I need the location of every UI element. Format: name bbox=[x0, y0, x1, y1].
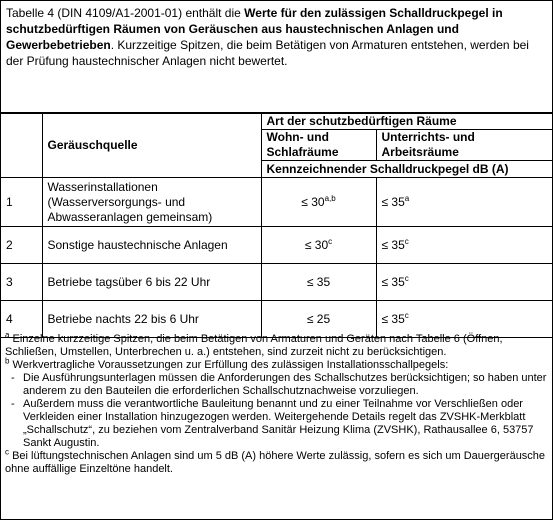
row-wohn: ≤ $30^c$ bbox=[261, 227, 376, 264]
intro-text bbox=[6, 5, 547, 69]
row-wohn: ≤ 35 bbox=[261, 264, 376, 301]
row-nr: 2 bbox=[1, 227, 42, 264]
intro-part1: Tabelle 4 (DIN 4109/A1-2001-01) enthält die bbox=[6, 6, 245, 20]
row-source: Betriebe tagsüber 6 bis 22 Uhr bbox=[42, 264, 261, 301]
footnote-b-bullet: - Außerdem muss die verantwortliche Bauleitung benannt und zu einer Teilnahme vor Verschließen oder Verkleiden einer Installation hinzugezogen werden. Weitergehende Details regelt das ZVSHK-Merkblatt „Schallschutz“, zu beziehen vom Zentralverband Sanitär Heizung Klima (ZVSHK), Rathausallee 6, 53757 Sankt Augustin. bbox=[11, 398, 534, 449]
header-nr-cell bbox=[1, 114, 42, 178]
noise-limits-table bbox=[1, 113, 552, 338]
header-source: Geräuschquelle bbox=[42, 114, 261, 178]
table-header-row bbox=[1, 114, 552, 130]
table-row bbox=[1, 227, 552, 264]
row-unterricht: ≤ $35^c$ bbox=[376, 227, 552, 264]
header-wohn: Wohn- und Schlafräume bbox=[261, 130, 376, 161]
row-unterricht: ≤ $35^c$ bbox=[376, 301, 552, 338]
intro-part2: . Kurzzeitige Spitzen, die beim Betätigen von Armaturen entstehen, werden bei der Prüfung haustechnischer Anlagen nicht bewertet. bbox=[6, 38, 529, 68]
header-room-type: Art der schutzbedürftigen Räume bbox=[261, 114, 552, 130]
intro-paragraph bbox=[1, 1, 552, 113]
footnotes bbox=[1, 331, 552, 476]
intro-bold: Werte für den zulässigen Schalldruckpegel in schutzbedürftigen Räumen von Geräuschen aus haustechnischen Anlagen und Gewerbebetrieben bbox=[6, 6, 503, 52]
footnote-c: $^c$ Bei lüftungstechnischen Anlagen sind um 5 dB (A) höhere Werte zulässig, sofern es sich um Dauergeräusche ohne auffällige Einzeltöne handelt. bbox=[5, 447, 546, 475]
footnote-a: $^a$ Einzelne kurzzeitige Spitzen, die beim Betätigen von Armaturen und Geräten nach Tabelle 6 (Öffnen, Schließen, Umstellen, Unterbrechen u. a.) entstehen, sind zurzeit nicht zu berücksichtigen. bbox=[5, 330, 503, 358]
footnote-b: $^b$ Werkvertragliche Voraussetzungen zur Erfüllung des zulässigen Installationsschallpegels: bbox=[5, 356, 449, 371]
row-source: Betriebe nachts 22 bis 6 Uhr bbox=[42, 301, 261, 338]
header-unterricht: Unterrichts- und Arbeitsräume bbox=[376, 130, 552, 161]
row-source: Sonstige haustechnische Anlagen bbox=[42, 227, 261, 264]
row-unterricht: ≤ $35^a$ bbox=[376, 178, 552, 227]
row-wohn: ≤ $30^{a,b}$ bbox=[261, 178, 376, 227]
header-unit: Kennzeichnender Schalldruckpegel dB (A) bbox=[261, 161, 552, 178]
row-wohn: ≤ 25 bbox=[261, 301, 376, 338]
row-source: Wasserinstallationen (Wasserversorgungs- und Abwasseranlagen gemeinsam) bbox=[42, 178, 261, 227]
table-row bbox=[1, 264, 552, 301]
row-nr: 3 bbox=[1, 264, 42, 301]
footnote-b-bullet: - Die Ausführungsunterlagen müssen die Anforderungen des Schallschutzes berücksichtigen; so haben unter anderem zu den Bauteilen die erforderlichen Schallschutznachweise vorzuliegen. bbox=[11, 372, 547, 397]
row-unterricht: ≤ $35^c$ bbox=[376, 264, 552, 301]
table-row bbox=[1, 178, 552, 227]
row-nr: 4 bbox=[1, 301, 42, 338]
row-nr: 1 bbox=[1, 178, 42, 227]
